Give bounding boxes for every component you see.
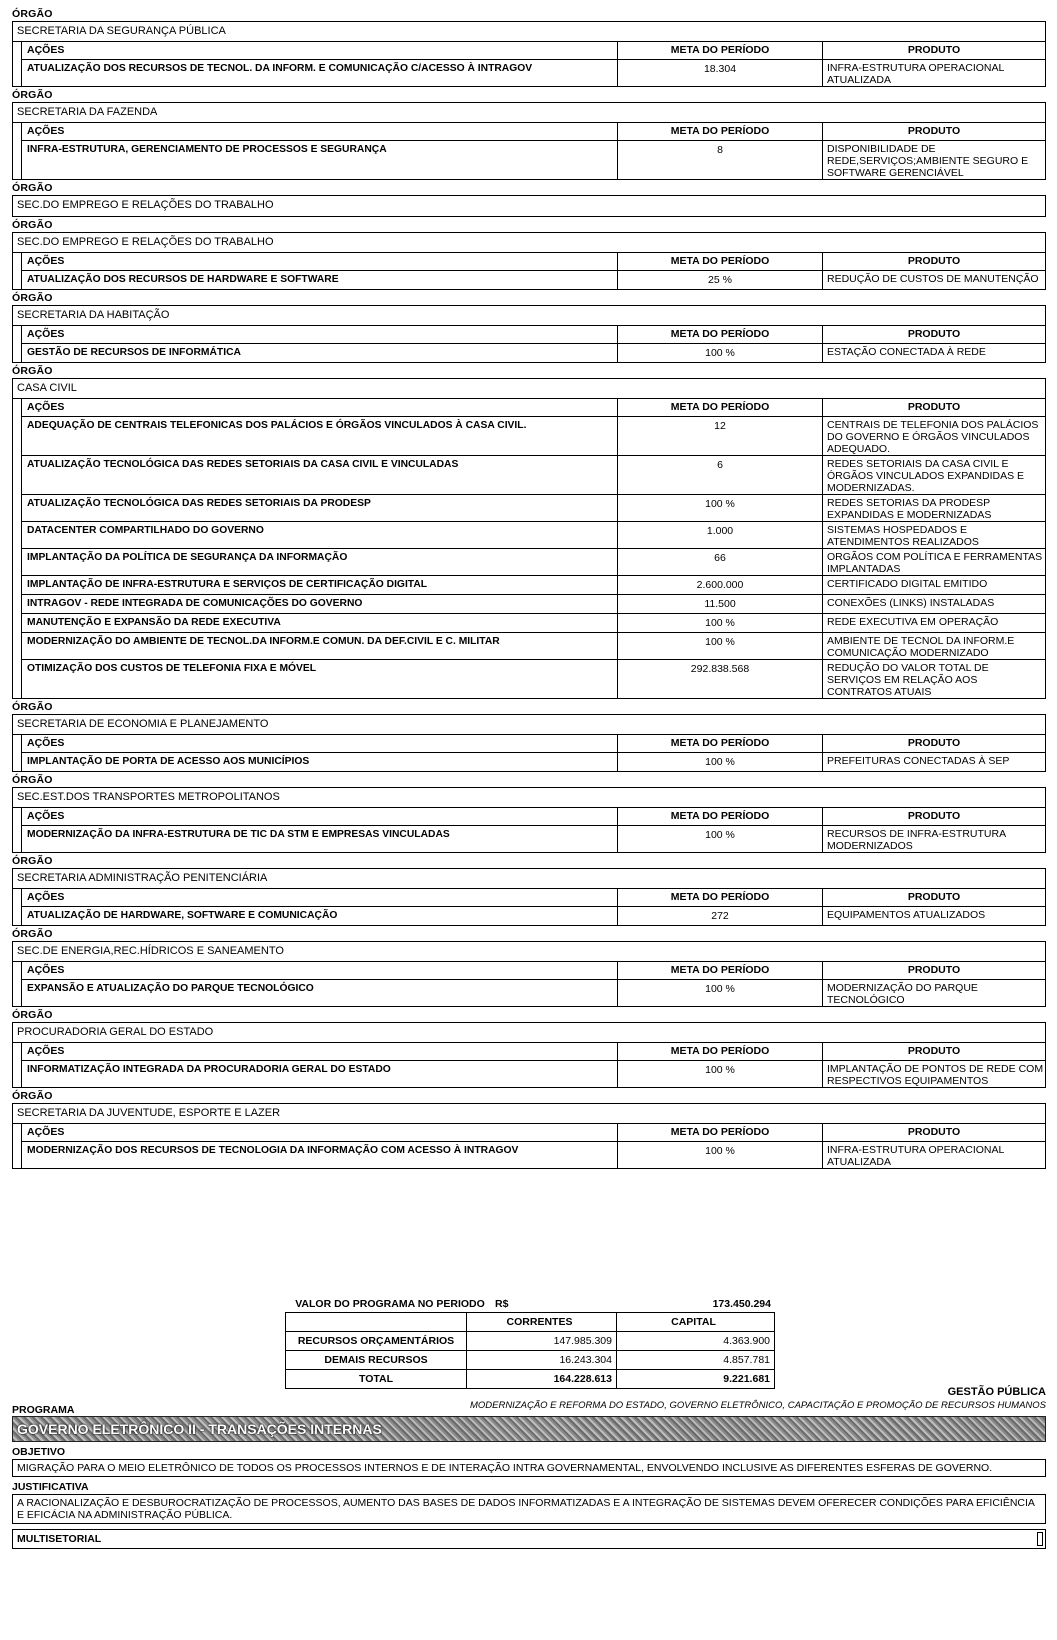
valor-row xyxy=(286,1332,774,1351)
acao-cell: OTIMIZAÇÃO DOS CUSTOS DE TELEFONIA FIXA E MÓVEL xyxy=(27,663,317,674)
orgao-box xyxy=(12,714,1046,772)
meta-cell: 12 xyxy=(617,417,822,455)
header-produto: PRODUTO xyxy=(822,735,1045,752)
valor-label: VALOR DO PROGRAMA NO PERIODO xyxy=(295,1298,485,1310)
header-produto: PRODUTO xyxy=(822,326,1045,343)
programa-area: GESTÃO PÚBLICA xyxy=(947,1386,1046,1398)
header-produto: PRODUTO xyxy=(822,253,1045,270)
orgao-box xyxy=(12,787,1046,853)
acao-cell: INFRA-ESTRUTURA, GERENCIAMENTO DE PROCESSOS E SEGURANÇA xyxy=(27,144,387,155)
orgao-name: CASA CIVIL xyxy=(13,379,1045,399)
produto-cell: SISTEMAS HOSPEDADOS E ATENDIMENTOS REALIZADOS xyxy=(822,522,1045,548)
orgao-label: ÓRGÃO xyxy=(12,182,53,194)
scroll-marker-icon xyxy=(1037,1532,1043,1546)
produto-cell: DISPONIBILIDADE DE REDE,SERVIÇOS;AMBIENTE SEGURO E SOFTWARE GERENCIÁVEL xyxy=(822,141,1045,179)
valor-currency: R$ xyxy=(495,1298,509,1310)
header-acoes: AÇÕES xyxy=(27,255,65,267)
header-produto: PRODUTO xyxy=(822,962,1045,979)
produto-cell: EQUIPAMENTOS ATUALIZADOS xyxy=(822,907,1045,925)
meta-cell: 100 % xyxy=(617,344,822,362)
acao-row xyxy=(21,60,1045,86)
acao-cell: ATUALIZAÇÃO TECNOLÓGICA DAS REDES SETORIAIS DA PRODESP xyxy=(27,498,371,509)
column-header xyxy=(21,962,1045,980)
orgao-label: ÓRGÃO xyxy=(12,1090,53,1102)
header-meta: META DO PERÍODO xyxy=(617,399,822,416)
valor-grid xyxy=(285,1312,775,1389)
valor-header xyxy=(285,1296,775,1312)
orgao-box xyxy=(12,941,1046,1007)
header-meta: META DO PERÍODO xyxy=(617,42,822,59)
produto-cell: ORGÃOS COM POLÍTICA E FERRAMENTAS IMPLANTADAS xyxy=(822,549,1045,575)
valor-total: 173.450.294 xyxy=(712,1298,771,1310)
programa-name: GOVERNO ELETRÔNICO II - TRANSAÇÕES INTERNAS xyxy=(17,1421,382,1437)
column-header xyxy=(21,808,1045,826)
acao-cell: ATUALIZAÇÃO TECNOLÓGICA DAS REDES SETORIAIS DA CASA CIVIL E VINCULADAS xyxy=(27,459,459,470)
acao-row xyxy=(21,271,1045,289)
header-acoes: AÇÕES xyxy=(27,44,65,56)
orgao-name: SECRETARIA DA JUVENTUDE, ESPORTE E LAZER xyxy=(13,1104,1045,1124)
header-meta: META DO PERÍODO xyxy=(617,889,822,906)
header-produto: PRODUTO xyxy=(822,808,1045,825)
orgaos-list xyxy=(12,6,1046,1169)
valor-row-correntes: 147.985.309 xyxy=(466,1332,616,1350)
column-header xyxy=(21,889,1045,907)
orgao-name: SECRETARIA ADMINISTRAÇÃO PENITENCIÁRIA xyxy=(13,869,1045,889)
header-meta: META DO PERÍODO xyxy=(617,962,822,979)
header-acoes: AÇÕES xyxy=(27,1045,65,1057)
header-produto: PRODUTO xyxy=(822,123,1045,140)
meta-cell: 100 % xyxy=(617,753,822,771)
programa-section xyxy=(12,1386,1046,1549)
orgao-name: SECRETARIA DE ECONOMIA E PLANEJAMENTO xyxy=(13,715,1045,735)
meta-cell: 18.304 xyxy=(617,60,822,86)
acao-row xyxy=(21,753,1045,771)
header-meta: META DO PERÍODO xyxy=(617,808,822,825)
meta-cell: 100 % xyxy=(617,614,822,632)
produto-cell: REDUÇÃO DO VALOR TOTAL DE SERVIÇOS EM RELAÇÃO AOS CONTRATOS ATUAIS xyxy=(822,660,1045,698)
header-acoes: AÇÕES xyxy=(27,1126,65,1138)
meta-cell: 8 xyxy=(617,141,822,179)
orgao-name: SEC.EST.DOS TRANSPORTES METROPOLITANOS xyxy=(13,788,1045,808)
acao-row xyxy=(21,614,1045,633)
acao-row xyxy=(21,522,1045,549)
produto-cell: REDE EXECUTIVA EM OPERAÇÃO xyxy=(822,614,1045,632)
produto-cell: MODERNIZAÇÃO DO PARQUE TECNOLÓGICO xyxy=(822,980,1045,1006)
acao-row xyxy=(21,660,1045,698)
column-header xyxy=(21,253,1045,271)
meta-cell: 2.600.000 xyxy=(617,576,822,594)
meta-cell: 272 xyxy=(617,907,822,925)
col-capital: CAPITAL xyxy=(616,1313,774,1331)
acao-row xyxy=(21,141,1045,179)
acao-cell: MANUTENÇÃO E EXPANSÃO DA REDE EXECUTIVA xyxy=(27,617,281,628)
header-acoes: AÇÕES xyxy=(27,125,65,137)
acao-cell: IMPLANTAÇÃO DE INFRA-ESTRUTURA E SERVIÇOS DE CERTIFICAÇÃO DIGITAL xyxy=(27,579,428,590)
header-acoes: AÇÕES xyxy=(27,401,65,413)
valor-row-label: RECURSOS ORÇAMENTÁRIOS xyxy=(297,1335,455,1347)
justificativa-label: JUSTIFICATIVA xyxy=(12,1481,89,1493)
header-produto: PRODUTO xyxy=(822,42,1045,59)
objetivo-label: OBJETIVO xyxy=(12,1446,66,1458)
produto-cell: AMBIENTE DE TECNOL DA INFORM.E COMUNICAÇÃO MODERNIZADO xyxy=(822,633,1045,659)
orgao-box xyxy=(12,378,1046,699)
produto-cell: IMPLANTAÇÃO DE PONTOS DE REDE COM RESPECTIVOS EQUIPAMENTOS xyxy=(822,1061,1045,1087)
orgao-box xyxy=(12,195,1046,217)
acao-cell: IMPLANTAÇÃO DE PORTA DE ACESSO AOS MUNICÍPIOS xyxy=(27,756,310,767)
orgao-label: ÓRGÃO xyxy=(12,292,53,304)
produto-cell: CONEXÕES (LINKS) INSTALADAS xyxy=(822,595,1045,613)
meta-cell: 66 xyxy=(617,549,822,575)
acao-cell: MODERNIZAÇÃO DO AMBIENTE DE TECNOL.DA INFORM.E COMUN. DA DEF.CIVIL E C. MILITAR xyxy=(27,636,500,647)
acao-cell: ATUALIZAÇÃO DE HARDWARE, SOFTWARE E COMUNICAÇÃO xyxy=(27,910,338,921)
acao-cell: MODERNIZAÇÃO DOS RECURSOS DE TECNOLOGIA DA INFORMAÇÃO COM ACESSO À INTRAGOV xyxy=(27,1145,519,1156)
acao-cell: DATACENTER COMPARTILHADO DO GOVERNO xyxy=(27,525,264,536)
col-correntes: CORRENTES xyxy=(466,1313,616,1331)
orgao-box xyxy=(12,21,1046,87)
header-produto: PRODUTO xyxy=(822,889,1045,906)
header-acoes: AÇÕES xyxy=(27,328,65,340)
meta-cell: 100 % xyxy=(617,495,822,521)
produto-cell: CENTRAIS DE TELEFONIA DOS PALÁCIOS DO GOVERNO E ÓRGÃOS VINCULADOS ADEQUADO. xyxy=(822,417,1045,455)
meta-cell: 292.838.568 xyxy=(617,660,822,698)
acao-row xyxy=(21,595,1045,614)
orgao-label: ÓRGÃO xyxy=(12,219,53,231)
header-meta: META DO PERÍODO xyxy=(617,326,822,343)
header-meta: META DO PERÍODO xyxy=(617,1124,822,1141)
acao-cell: INFORMATIZAÇÃO INTEGRADA DA PROCURADORIA GERAL DO ESTADO xyxy=(27,1064,391,1075)
orgao-name: PROCURADORIA GERAL DO ESTADO xyxy=(13,1023,1045,1043)
acao-cell: EXPANSÃO E ATUALIZAÇÃO DO PARQUE TECNOLÓGICO xyxy=(27,983,314,994)
valor-total-correntes: 164.228.613 xyxy=(466,1370,616,1388)
acao-row xyxy=(21,456,1045,495)
header-produto: PRODUTO xyxy=(822,1043,1045,1060)
meta-cell: 100 % xyxy=(617,980,822,1006)
valor-row xyxy=(286,1351,774,1370)
orgao-name: SECRETARIA DA HABITAÇÃO xyxy=(13,306,1045,326)
column-header xyxy=(21,399,1045,417)
meta-cell: 100 % xyxy=(617,826,822,852)
column-header xyxy=(21,123,1045,141)
valor-total-capital: 9.221.681 xyxy=(616,1370,774,1388)
acao-row xyxy=(21,495,1045,522)
orgao-label: ÓRGÃO xyxy=(12,928,53,940)
header-produto: PRODUTO xyxy=(822,1124,1045,1141)
meta-cell: 100 % xyxy=(617,1061,822,1087)
produto-cell: INFRA-ESTRUTURA OPERACIONAL ATUALIZADA xyxy=(822,60,1045,86)
orgao-name: SECRETARIA DA SEGURANÇA PÚBLICA xyxy=(13,22,1045,42)
orgao-label: ÓRGÃO xyxy=(12,365,53,377)
acao-cell: ATUALIZAÇÃO DOS RECURSOS DE TECNOL. DA INFORM. E COMUNICAÇÃO C/ACESSO À INTRAGOV xyxy=(27,63,533,74)
produto-cell: REDES SETORIAIS DA CASA CIVIL E ÓRGÃOS VINCULADOS EXPANDIDAS E MODERNIZADAS. xyxy=(822,456,1045,494)
valor-total-label: TOTAL xyxy=(358,1373,394,1385)
programa-banner xyxy=(12,1416,1046,1442)
orgao-name: SEC.DE ENERGIA,REC.HÍDRICOS E SANEAMENTO xyxy=(13,942,1045,962)
valor-programa-table xyxy=(285,1296,775,1389)
objetivo-text: MIGRAÇÃO PARA O MEIO ELETRÔNICO DE TODOS OS PROCESSOS INTERNOS E DE INTERAÇÃO INTRA GOVERNAMENTAL, ENVOLVENDO INCLUSIVE AS DIFERENTES ESFERAS DE GOVERNO. xyxy=(12,1459,1046,1477)
header-acoes: AÇÕES xyxy=(27,964,65,976)
orgao-name: SEC.DO EMPREGO E RELAÇÕES DO TRABALHO xyxy=(17,199,274,211)
orgao-box xyxy=(12,1022,1046,1088)
programa-header xyxy=(12,1386,1046,1416)
header-meta: META DO PERÍODO xyxy=(617,253,822,270)
valor-row-capital: 4.857.781 xyxy=(616,1351,774,1369)
acao-cell: IMPLANTAÇÃO DA POLÍTICA DE SEGURANÇA DA INFORMAÇÃO xyxy=(27,552,348,563)
orgao-name: SEC.DO EMPREGO E RELAÇÕES DO TRABALHO xyxy=(13,233,1045,253)
programa-subtitle: MODERNIZAÇÃO E REFORMA DO ESTADO, GOVERNO ELETRÔNICO, CAPACITAÇÃO E PROMOÇÃO DE RECURSOS HUMANOS xyxy=(469,1400,1046,1411)
acao-row xyxy=(21,907,1045,925)
produto-cell: REDUÇÃO DE CUSTOS DE MANUTENÇÃO xyxy=(822,271,1045,289)
orgao-box xyxy=(12,868,1046,926)
column-header xyxy=(21,1043,1045,1061)
acao-row xyxy=(21,344,1045,362)
acao-cell: GESTÃO DE RECURSOS DE INFORMÁTICA xyxy=(27,347,241,358)
column-header xyxy=(21,42,1045,60)
meta-cell: 25 % xyxy=(617,271,822,289)
header-meta: META DO PERÍODO xyxy=(617,735,822,752)
orgao-box xyxy=(12,102,1046,180)
produto-cell: ESTAÇÃO CONECTADA À REDE xyxy=(822,344,1045,362)
valor-row-correntes: 16.243.304 xyxy=(466,1351,616,1369)
multisetorial-box xyxy=(12,1529,1046,1549)
meta-cell: 100 % xyxy=(617,1142,822,1168)
produto-cell: RECURSOS DE INFRA-ESTRUTURA MODERNIZADOS xyxy=(822,826,1045,852)
column-header xyxy=(21,326,1045,344)
meta-cell: 1.000 xyxy=(617,522,822,548)
column-header xyxy=(21,735,1045,753)
acao-row xyxy=(21,1061,1045,1087)
column-header xyxy=(21,1124,1045,1142)
header-meta: META DO PERÍODO xyxy=(617,1043,822,1060)
valor-row-capital: 4.363.900 xyxy=(616,1332,774,1350)
programa-label: PROGRAMA xyxy=(12,1404,75,1416)
acao-row xyxy=(21,549,1045,576)
meta-cell: 100 % xyxy=(617,633,822,659)
header-produto: PRODUTO xyxy=(822,399,1045,416)
acao-cell: MODERNIZAÇÃO DA INFRA-ESTRUTURA DE TIC DA STM E EMPRESAS VINCULADAS xyxy=(27,829,450,840)
acao-row xyxy=(21,417,1045,456)
orgao-box xyxy=(12,305,1046,363)
header-acoes: AÇÕES xyxy=(27,810,65,822)
justificativa-text: A RACIONALIZAÇÃO E DESBUROCRATIZAÇÃO DE PROCESSOS, AUMENTO DAS BASES DE DADOS INFORMATIZADAS E A INTEGRAÇÃO DE SISTEMAS DEVEM OFERECER CONDIÇÕES PARA EFICIÊNCIA E EFICÁCIA NA ADMINISTRAÇÃO PÚBLICA. xyxy=(12,1494,1046,1524)
orgao-label: ÓRGÃO xyxy=(12,774,53,786)
acao-row xyxy=(21,980,1045,1006)
header-meta: META DO PERÍODO xyxy=(617,123,822,140)
acao-cell: ATUALIZAÇÃO DOS RECURSOS DE HARDWARE E SOFTWARE xyxy=(27,274,339,285)
valor-total-row xyxy=(286,1370,774,1388)
header-acoes: AÇÕES xyxy=(27,891,65,903)
orgao-name: SECRETARIA DA FAZENDA xyxy=(13,103,1045,123)
acao-row xyxy=(21,633,1045,660)
valor-row-label: DEMAIS RECURSOS xyxy=(324,1354,428,1366)
multisetorial-label: MULTISETORIAL xyxy=(17,1533,102,1545)
acao-cell: ADEQUAÇÃO DE CENTRAIS TELEFONICAS DOS PALÁCIOS E ÓRGÃOS VINCULADOS À CASA CIVIL. xyxy=(27,420,527,431)
orgao-box xyxy=(12,232,1046,290)
orgao-label: ÓRGÃO xyxy=(12,89,53,101)
acao-cell: INTRAGOV - REDE INTEGRADA DE COMUNICAÇÕES DO GOVERNO xyxy=(27,598,363,609)
meta-cell: 6 xyxy=(617,456,822,494)
orgao-label: ÓRGÃO xyxy=(12,701,53,713)
acao-row xyxy=(21,1142,1045,1168)
header-acoes: AÇÕES xyxy=(27,737,65,749)
produto-cell: CERTIFICADO DIGITAL EMITIDO xyxy=(822,576,1045,594)
meta-cell: 11.500 xyxy=(617,595,822,613)
orgao-box xyxy=(12,1103,1046,1169)
produto-cell: INFRA-ESTRUTURA OPERACIONAL ATUALIZADA xyxy=(822,1142,1045,1168)
orgao-label: ÓRGÃO xyxy=(12,1009,53,1021)
orgao-label: ÓRGÃO xyxy=(12,855,53,867)
acao-row xyxy=(21,576,1045,595)
produto-cell: REDES SETORIAS DA PRODESP EXPANDIDAS E MODERNIZADAS xyxy=(822,495,1045,521)
produto-cell: PREFEITURAS CONECTADAS À SEP xyxy=(822,753,1045,771)
orgao-label: ÓRGÃO xyxy=(12,8,53,20)
valor-col-headers xyxy=(286,1313,774,1332)
acao-row xyxy=(21,826,1045,852)
